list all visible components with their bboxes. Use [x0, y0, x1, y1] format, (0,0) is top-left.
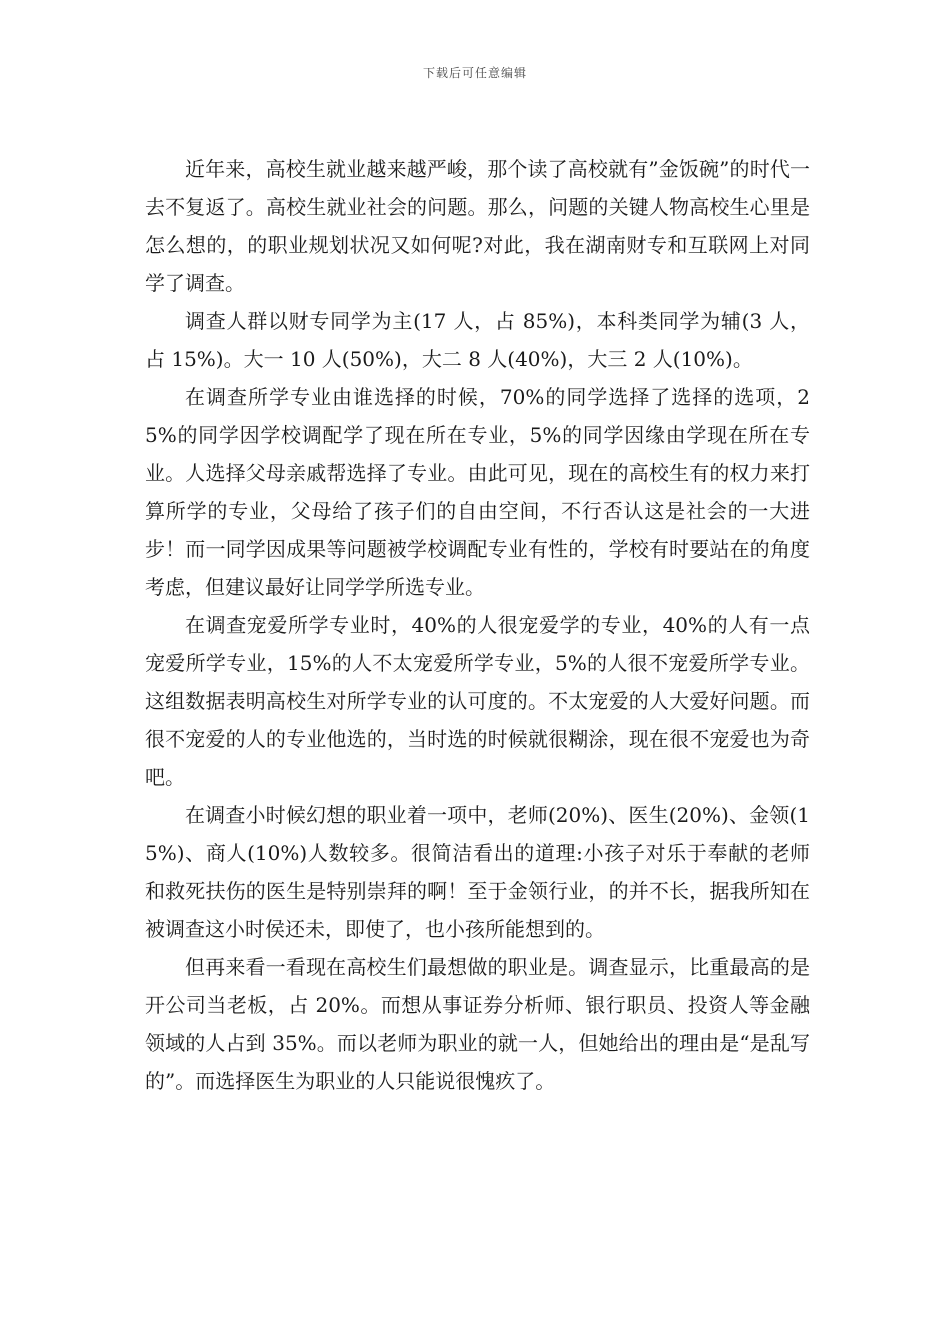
paragraph-major-preference: 在调查宠爱所学专业时，40%的人很宠爱学的专业，40%的人有一点宠爱所学专业，15%的人不太宠爱所学专业，5%的人很不宠爱所学专业。这组数据表明高校生对所学专业的认可度的。不太宠爱的人大爱好问题。而很不宠爱的人的专业他选的，当时选的时候就很糊涂，现在很不宠爱也为奇吧。: [145, 613, 810, 789]
document-body: [145, 150, 810, 1100]
paragraph-childhood-dream: 在调查小时候幻想的职业着一项中，老师(20%)、医生(20%)、金领(15%)、商人(10%)人数较多。很简洁看出的道理:小孩子对乐于奉献的老师和救死扶伤的医生是特别崇拜的啊！至于金领行业，的并不长，据我所知在被调查这小时侯还未，即使了，也小孩所能想到的。: [145, 803, 810, 941]
paragraph-major-choice: 在调查所学专业由谁选择的时候，70%的同学选择了选择的选项，25%的同学因学校调配学了现在所在专业，5%的同学因缘由学现在所在专业。人选择父母亲戚帮选择了专业。由此可见，现在的高校生有的权力来打算所学的专业，父母给了孩子们的自由空间，不行否认这是社会的一大进步！而一同学因成果等问题被学校调配专业有性的，学校有时要站在的角度考虑，但建议最好让同学学所选专业。: [145, 385, 810, 599]
page-header: 下载后可任意编辑: [422, 66, 527, 80]
paragraph-survey-group: 调查人群以财专同学为主(17 人，占 85%)，本科类同学为辅(3 人，占 15%)。大一 10 人(50%)，大二 8 人(40%)，大三 2 人(10%)。: [145, 309, 810, 371]
paragraph-desired-career: 但再来看一看现在高校生们最想做的职业是。调查显示，比重最高的是开公司当老板，占 20%。而想从事证券分析师、银行职员、投资人等金融领域的人占到 35%。而以老师为职业的就一人，但她给出的理由是“是乱写的”。而选择医生为职业的人只能说很愧疚了。: [145, 955, 810, 1093]
paragraph-intro: 近年来，高校生就业越来越严峻，那个读了高校就有”金饭碗”的时代一去不复返了。高校生就业社会的问题。那么，问题的关键人物高校生心里是怎么想的，的职业规划状况又如何呢?对此，我在湖南财专和互联网上对同学了调查。: [145, 157, 810, 295]
